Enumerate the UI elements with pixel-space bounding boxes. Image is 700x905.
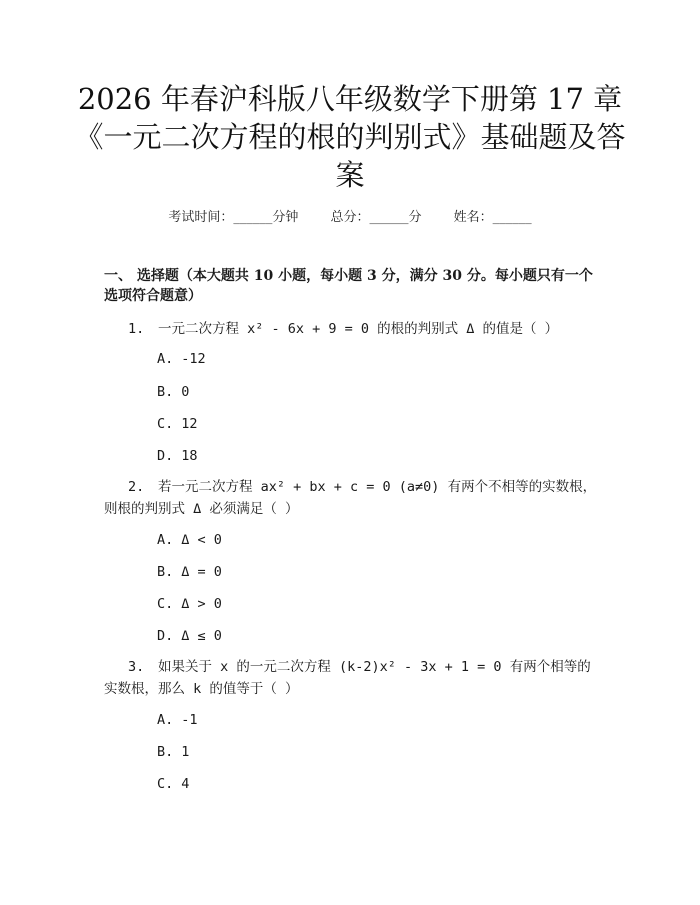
section-heading: 一、 选择题（本大题共 10 小题，每小题 3 分，满分 30 分。每小题只有一个选项符合题意） bbox=[104, 268, 593, 304]
document-title bbox=[70, 80, 630, 194]
option-2a: A. Δ < 0 bbox=[157, 532, 222, 548]
exam-name: 姓名：______ bbox=[453, 210, 532, 225]
title-line-2: 《一元二次方程的根的判别式》基础题及答 bbox=[74, 120, 626, 154]
option-1a: A. -12 bbox=[157, 351, 206, 367]
question-text: 一元二次方程 x² - 6x + 9 = 0 的根的判别式 Δ 的值是（ ） bbox=[158, 321, 559, 337]
question-number: 1. bbox=[128, 321, 145, 337]
question-2 bbox=[104, 476, 599, 520]
title-line-3: 案 bbox=[335, 158, 365, 192]
question-3 bbox=[104, 656, 599, 700]
question-number: 2. bbox=[128, 479, 145, 495]
exam-info bbox=[0, 206, 700, 225]
question-text: 若一元二次方程 ax² + bx + c = 0 (a≠0) 有两个不相等的实数根，则根的判别式 Δ 必须满足（ ） bbox=[104, 479, 597, 517]
option-3c: C. 4 bbox=[157, 776, 190, 792]
option-2d: D. Δ ≤ 0 bbox=[157, 628, 222, 644]
question-number: 3. bbox=[128, 659, 145, 675]
title-line-1: 2026 年春沪科版八年级数学下册第 17 章 bbox=[77, 82, 623, 116]
exam-score: 总分：______分 bbox=[330, 210, 422, 225]
option-1c: C. 12 bbox=[157, 416, 198, 432]
option-1b: B. 0 bbox=[157, 384, 190, 400]
question-text: 如果关于 x 的一元二次方程 (k-2)x² - 3x + 1 = 0 有两个相等的实数根，那么 k 的值等于（ ） bbox=[104, 659, 591, 697]
option-1d: D. 18 bbox=[157, 448, 198, 464]
option-3b: B. 1 bbox=[157, 744, 190, 760]
question-1 bbox=[104, 318, 599, 340]
option-3a: A. -1 bbox=[157, 712, 198, 728]
exam-time: 考试时间：______分钟 bbox=[168, 210, 299, 225]
option-2b: B. Δ = 0 bbox=[157, 564, 222, 580]
option-2c: C. Δ > 0 bbox=[157, 596, 222, 612]
